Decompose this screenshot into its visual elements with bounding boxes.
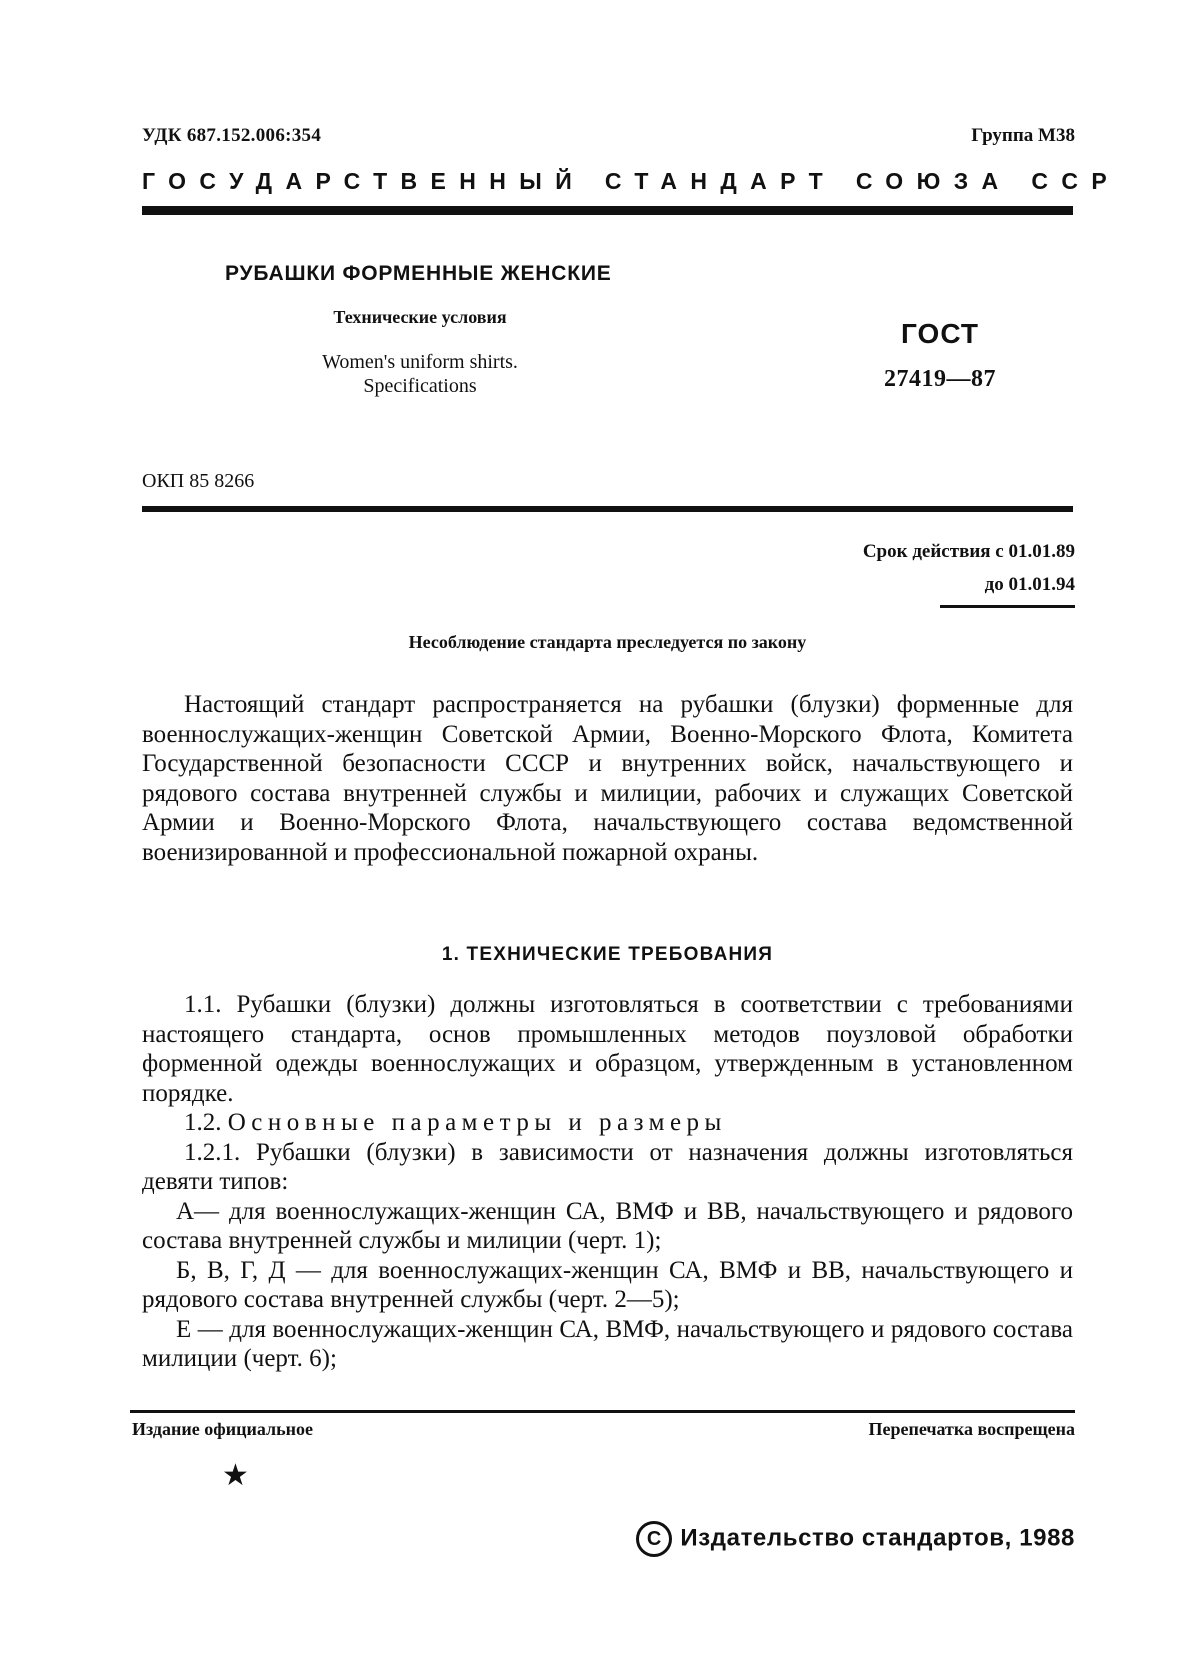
document-title: РУБАШКИ ФОРМЕННЫЕ ЖЕНСКИЕ bbox=[225, 262, 612, 285]
udk-code: УДК 687.152.006:354 bbox=[142, 125, 322, 146]
clause-1-2-title: Основные параметры и размеры bbox=[227, 1109, 727, 1136]
no-reprint-notice: Перепечатка воспрещена bbox=[868, 1419, 1075, 1439]
gost-label: ГОСТ bbox=[901, 318, 979, 349]
section-body bbox=[142, 990, 1073, 1374]
clause-1-2 bbox=[142, 1108, 1073, 1138]
legal-warning: Несоблюдение стандарта преследуется по закону bbox=[408, 632, 807, 652]
footer-rule bbox=[130, 1410, 1075, 1413]
okp-rule bbox=[142, 506, 1073, 512]
english-title-line2: Specifications bbox=[363, 375, 477, 397]
intro-text: Настоящий стандарт распространяется на рубашки (блузки) форменные для военнослужащих-женщин Советской Армии, Военно-Морского Флота, Комитета Государственной безопасности СССР и внутренних войск, начальствующего и рядового состава внутренней службы и милиции, рабочих и служащих Советской Армии и Военно-Морского Флота, начальствующего состава ведомственной военизированной и профессиональной пожарной охраны. bbox=[142, 691, 1073, 866]
official-edition: Издание официальное bbox=[132, 1419, 313, 1439]
document-subtitle: Технические условия bbox=[333, 307, 507, 327]
type-e: Е — для военнослужащих-женщин СА, ВМФ, начальствующего и рядового состава милиции (черт. 6); bbox=[142, 1315, 1073, 1372]
validity-to: до 01.01.94 bbox=[984, 574, 1075, 595]
group-code: Группа М38 bbox=[971, 125, 1075, 146]
copyright-icon: C bbox=[636, 1521, 672, 1557]
copyright-text: Издательство стандартов, 1988 bbox=[680, 1524, 1075, 1552]
type-a: А— для военнослужащих-женщин СА, ВМФ и ВВ, начальствующего и рядового состава внутренней службы и милиции (черт. 1); bbox=[142, 1197, 1073, 1254]
gost-number: 27419—87 bbox=[884, 366, 996, 392]
clause-1-2-number: 1.2. bbox=[184, 1109, 222, 1136]
star-icon: ★ bbox=[222, 1459, 249, 1492]
english-title bbox=[270, 350, 570, 398]
english-title-line1: Women's uniform shirts. bbox=[322, 351, 518, 373]
validity-from: Срок действия с 01.01.89 bbox=[862, 541, 1075, 562]
intro-paragraph bbox=[142, 690, 1073, 867]
okp-code: ОКП 85 8266 bbox=[142, 470, 255, 492]
header-rule bbox=[142, 206, 1073, 215]
copyright-line bbox=[636, 1521, 1075, 1557]
clause-1-1: 1.1. Рубашки (блузки) должны изготовляться в соответствии с требованиями настоящего стандарта, основ промышленных методов поузловой обработки форменной одежды военнослужащих и образцом, утвержденным в установленном порядке. bbox=[142, 991, 1073, 1107]
clause-1-2-1: 1.2.1. Рубашки (блузки) в зависимости от назначения должны изготовляться девяти типов: bbox=[142, 1138, 1073, 1195]
validity-rule bbox=[940, 605, 1075, 608]
section-heading: 1. ТЕХНИЧЕСКИЕ ТРЕБОВАНИЯ bbox=[441, 944, 774, 965]
state-standard-heading: ГОСУДАРСТВЕННЫЙ СТАНДАРТ СОЮЗА ССР bbox=[142, 168, 1121, 194]
type-bvgd: Б, В, Г, Д — для военнослужащих-женщин СА, ВМФ и ВВ, начальствующего и рядового состава внутренней службы (черт. 2—5); bbox=[142, 1256, 1073, 1313]
